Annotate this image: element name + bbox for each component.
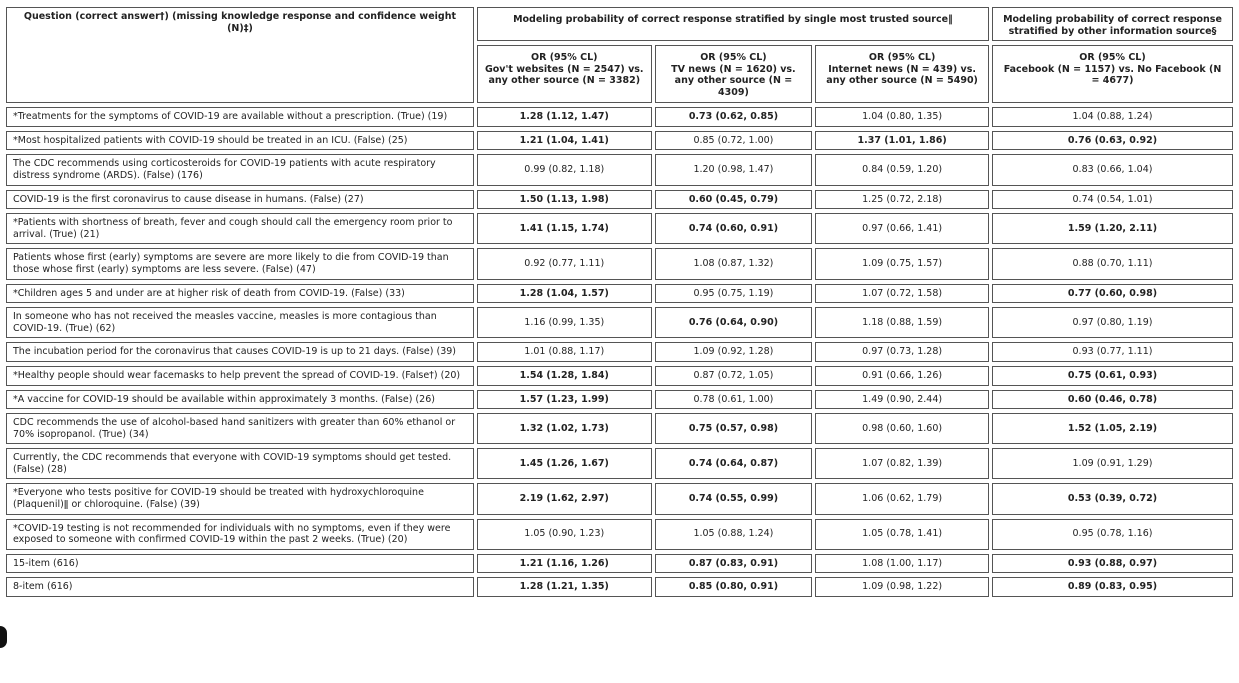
table-row	[6, 413, 1233, 444]
or-value-cell: 1.21 (1.04, 1.41)	[477, 131, 652, 151]
or-value-cell: 1.08 (1.00, 1.17)	[815, 554, 989, 574]
question-cell: Patients whose first (early) symptoms are severe are more likely to die from COVID-19 than those whose first (early) symptoms are less severe. (False) (47)	[6, 248, 474, 279]
or-value-cell: 0.53 (0.39, 0.72)	[992, 483, 1233, 514]
table-row	[6, 154, 1233, 185]
or-value-cell: 0.97 (0.73, 1.28)	[815, 342, 989, 362]
question-cell: *Most hospitalized patients with COVID-19 should be treated in an ICU. (False) (25)	[6, 131, 474, 151]
results-table	[3, 3, 1236, 601]
or-value-cell: 1.07 (0.82, 1.39)	[815, 448, 989, 479]
subheader-line2: Gov't websites (N = 2547) vs. any other source (N = 3382)	[484, 63, 644, 87]
table-row	[6, 448, 1233, 479]
or-value-cell: 0.60 (0.45, 0.79)	[655, 190, 813, 210]
or-value-cell: 1.52 (1.05, 2.19)	[992, 413, 1233, 444]
or-value-cell: 0.95 (0.78, 1.16)	[992, 519, 1233, 550]
or-value-cell: 1.16 (0.99, 1.35)	[477, 307, 652, 338]
or-value-cell: 1.05 (0.88, 1.24)	[655, 519, 813, 550]
table-row	[6, 519, 1233, 550]
or-value-cell: 0.83 (0.66, 1.04)	[992, 154, 1233, 185]
or-value-cell: 1.09 (0.92, 1.28)	[655, 342, 813, 362]
table-row	[6, 107, 1233, 127]
or-value-cell: 0.92 (0.77, 1.11)	[477, 248, 652, 279]
or-value-cell: 0.97 (0.80, 1.19)	[992, 307, 1233, 338]
subheader-line1: OR (95% CL)	[1079, 52, 1146, 64]
or-value-cell: 1.07 (0.72, 1.58)	[815, 284, 989, 304]
question-cell: 15-item (616)	[6, 554, 474, 574]
subheader-tv-news	[655, 45, 813, 103]
or-value-cell: 1.41 (1.15, 1.74)	[477, 213, 652, 244]
question-cell: In someone who has not received the measles vaccine, measles is more contagious than COVID-19. (True) (62)	[6, 307, 474, 338]
question-cell: Currently, the CDC recommends that everyone with COVID-19 symptoms should get tested. (False) (28)	[6, 448, 474, 479]
or-value-cell: 0.85 (0.72, 1.00)	[655, 131, 813, 151]
subheader-facebook	[992, 45, 1233, 103]
table-row	[6, 342, 1233, 362]
or-value-cell: 1.01 (0.88, 1.17)	[477, 342, 652, 362]
or-value-cell: 0.87 (0.72, 1.05)	[655, 366, 813, 386]
or-value-cell: 1.04 (0.88, 1.24)	[992, 107, 1233, 127]
scroll-marker	[0, 626, 7, 648]
or-value-cell: 0.89 (0.83, 0.95)	[992, 577, 1233, 597]
or-value-cell: 1.54 (1.28, 1.84)	[477, 366, 652, 386]
question-cell: *Treatments for the symptoms of COVID-19 are available without a prescription. (True) (19)	[6, 107, 474, 127]
or-value-cell: 1.04 (0.80, 1.35)	[815, 107, 989, 127]
or-value-cell: 1.57 (1.23, 1.99)	[477, 390, 652, 410]
or-value-cell: 0.88 (0.70, 1.11)	[992, 248, 1233, 279]
trusted-source-group-header: Modeling probability of correct response stratified by single most trusted source‖	[477, 7, 989, 41]
subheader-gov-websites	[477, 45, 652, 103]
or-value-cell: 1.06 (0.62, 1.79)	[815, 483, 989, 514]
table-row	[6, 190, 1233, 210]
or-value-cell: 1.09 (0.91, 1.29)	[992, 448, 1233, 479]
or-value-cell: 1.05 (0.78, 1.41)	[815, 519, 989, 550]
or-value-cell: 0.85 (0.80, 0.91)	[655, 577, 813, 597]
or-value-cell: 0.75 (0.61, 0.93)	[992, 366, 1233, 386]
or-value-cell: 0.78 (0.61, 1.00)	[655, 390, 813, 410]
or-value-cell: 0.74 (0.60, 0.91)	[655, 213, 813, 244]
question-cell: The CDC recommends using corticosteroids for COVID-19 patients with acute respiratory distress syndrome (ARDS). (False) (176)	[6, 154, 474, 185]
question-cell: *Healthy people should wear facemasks to help prevent the spread of COVID-19. (False†) (20)	[6, 366, 474, 386]
or-value-cell: 1.37 (1.01, 1.86)	[815, 131, 989, 151]
question-cell: The incubation period for the coronavirus that causes COVID-19 is up to 21 days. (False) (39)	[6, 342, 474, 362]
or-value-cell: 0.76 (0.64, 0.90)	[655, 307, 813, 338]
or-value-cell: 0.93 (0.88, 0.97)	[992, 554, 1233, 574]
or-value-cell: 1.45 (1.26, 1.67)	[477, 448, 652, 479]
subheader-line2: Facebook (N = 1157) vs. No Facebook (N = 4677)	[1003, 63, 1222, 87]
or-value-cell: 0.74 (0.64, 0.87)	[655, 448, 813, 479]
or-value-cell: 1.20 (0.98, 1.47)	[655, 154, 813, 185]
or-value-cell: 1.08 (0.87, 1.32)	[655, 248, 813, 279]
or-value-cell: 0.74 (0.54, 1.01)	[992, 190, 1233, 210]
question-cell: *A vaccine for COVID-19 should be available within approximately 3 months. (False) (26)	[6, 390, 474, 410]
table-row	[6, 577, 1233, 597]
question-column-header: Question (correct answer†) (missing knowledge response and confidence weight (N)‡)	[6, 7, 474, 103]
or-value-cell: 0.95 (0.75, 1.19)	[655, 284, 813, 304]
or-value-cell: 0.74 (0.55, 0.99)	[655, 483, 813, 514]
or-value-cell: 1.28 (1.21, 1.35)	[477, 577, 652, 597]
table-row	[6, 366, 1233, 386]
or-value-cell: 0.76 (0.63, 0.92)	[992, 131, 1233, 151]
or-value-cell: 1.28 (1.12, 1.47)	[477, 107, 652, 127]
question-cell: *Patients with shortness of breath, fever and cough should call the emergency room prior to arrival. (True) (21)	[6, 213, 474, 244]
or-value-cell: 0.60 (0.46, 0.78)	[992, 390, 1233, 410]
table-row	[6, 248, 1233, 279]
or-value-cell: 1.21 (1.16, 1.26)	[477, 554, 652, 574]
question-cell: *Everyone who tests positive for COVID-19 should be treated with hydroxychloroquine (Plaquenil)ǁ or chloroquine. (False) (39)	[6, 483, 474, 514]
question-cell: 8-item (616)	[6, 577, 474, 597]
or-value-cell: 1.09 (0.98, 1.22)	[815, 577, 989, 597]
or-value-cell: 1.32 (1.02, 1.73)	[477, 413, 652, 444]
table-row	[6, 284, 1233, 304]
subheader-line1: OR (95% CL)	[531, 52, 598, 64]
header-row-top	[6, 7, 1233, 41]
or-value-cell: 0.99 (0.82, 1.18)	[477, 154, 652, 185]
or-value-cell: 0.84 (0.59, 1.20)	[815, 154, 989, 185]
subheader-line1: OR (95% CL)	[868, 52, 936, 64]
table-row	[6, 483, 1233, 514]
other-source-group-header: Modeling probability of correct response stratified by other information source§	[992, 7, 1233, 41]
or-value-cell: 0.91 (0.66, 1.26)	[815, 366, 989, 386]
table-row	[6, 213, 1233, 244]
or-value-cell: 1.49 (0.90, 2.44)	[815, 390, 989, 410]
or-value-cell: 0.77 (0.60, 0.98)	[992, 284, 1233, 304]
subheader-line2: TV news (N = 1620) vs. any other source (N = 4309)	[671, 63, 796, 98]
or-value-cell: 0.93 (0.77, 1.11)	[992, 342, 1233, 362]
or-value-cell: 1.28 (1.04, 1.57)	[477, 284, 652, 304]
question-cell: CDC recommends the use of alcohol-based hand sanitizers with greater than 60% ethanol or 70% isopropanol. (True) (34)	[6, 413, 474, 444]
or-value-cell: 1.59 (1.20, 2.11)	[992, 213, 1233, 244]
or-value-cell: 0.97 (0.66, 1.41)	[815, 213, 989, 244]
table-row	[6, 390, 1233, 410]
or-value-cell: 1.50 (1.13, 1.98)	[477, 190, 652, 210]
subheader-line2: Internet news (N = 439) vs. any other source (N = 5490)	[826, 63, 978, 87]
or-value-cell: 1.25 (0.72, 2.18)	[815, 190, 989, 210]
or-value-cell: 2.19 (1.62, 2.97)	[477, 483, 652, 514]
question-cell: *COVID-19 testing is not recommended for individuals with no symptoms, even if they were exposed to someone with confirmed COVID-19 within the past 2 weeks. (True) (20)	[6, 519, 474, 550]
question-cell: *Children ages 5 and under are at higher risk of death from COVID-19. (False) (33)	[6, 284, 474, 304]
subheader-line1: OR (95% CL)	[700, 52, 767, 64]
or-value-cell: 1.05 (0.90, 1.23)	[477, 519, 652, 550]
or-value-cell: 1.09 (0.75, 1.57)	[815, 248, 989, 279]
subheader-internet-news	[815, 45, 989, 103]
or-value-cell: 0.75 (0.57, 0.98)	[655, 413, 813, 444]
table-row	[6, 307, 1233, 338]
table-row	[6, 554, 1233, 574]
or-value-cell: 0.73 (0.62, 0.85)	[655, 107, 813, 127]
table-row	[6, 131, 1233, 151]
or-value-cell: 0.87 (0.83, 0.91)	[655, 554, 813, 574]
question-cell: COVID-19 is the first coronavirus to cause disease in humans. (False) (27)	[6, 190, 474, 210]
or-value-cell: 0.98 (0.60, 1.60)	[815, 413, 989, 444]
or-value-cell: 1.18 (0.88, 1.59)	[815, 307, 989, 338]
